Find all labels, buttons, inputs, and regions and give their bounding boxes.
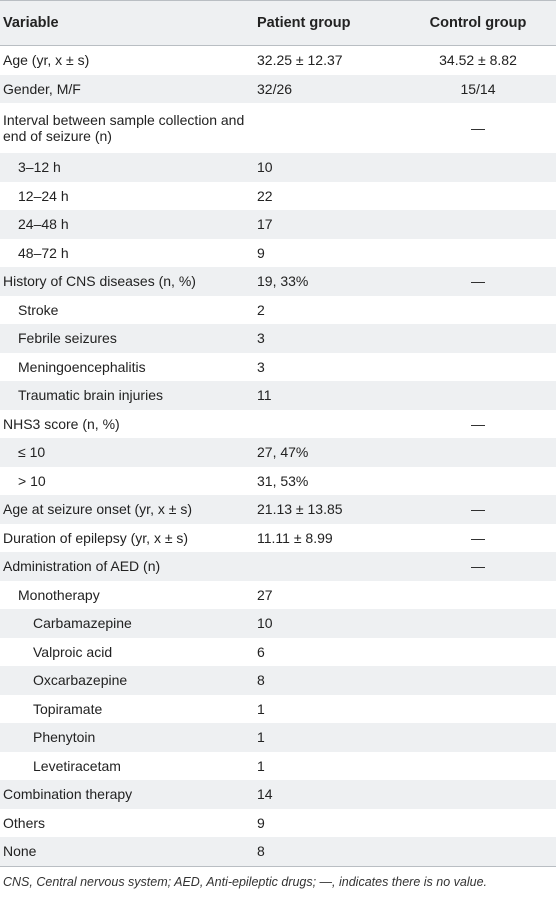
table-row	[0, 752, 556, 781]
cell-patient-group: 22	[257, 187, 273, 204]
cell-control-group: —	[471, 273, 485, 290]
header-variable: Variable	[3, 15, 59, 31]
cell-control-group: —	[471, 415, 485, 432]
table-row	[0, 666, 556, 695]
table-row	[0, 581, 556, 610]
table-row	[0, 837, 556, 866]
cell-variable: Duration of epilepsy (yr, x ± s)	[3, 529, 189, 546]
cell-variable: History of CNS diseases (n, %)	[3, 273, 196, 290]
table-row	[0, 153, 556, 182]
cell-variable: Interval between sample collection and end of seizure (n)	[3, 112, 245, 144]
cell-patient-group: 27	[257, 586, 273, 603]
cell-patient-group: 11	[257, 387, 272, 404]
cell-patient-group: 9	[257, 814, 265, 831]
cell-variable: Valproic acid	[33, 643, 113, 660]
table-row	[0, 809, 556, 838]
cell-control-group: —	[471, 558, 485, 575]
table-row	[0, 495, 556, 524]
table-row	[0, 723, 556, 752]
cell-patient-group: 19, 33%	[257, 273, 309, 290]
cell-variable: 3–12 h	[18, 159, 61, 176]
cell-variable: 24–48 h	[18, 216, 69, 233]
cell-patient-group: 14	[257, 786, 273, 803]
table-row	[0, 410, 556, 439]
table-row	[0, 103, 556, 153]
cell-variable: Stroke	[18, 301, 59, 318]
cell-patient-group: 32/26	[257, 80, 293, 97]
cell-patient-group: 21.13 ± 13.85	[257, 501, 343, 518]
cell-patient-group: 2	[257, 301, 265, 318]
table-body	[0, 46, 556, 866]
cell-variable: NHS3 score (n, %)	[3, 415, 120, 432]
cell-variable: Administration of AED (n)	[3, 558, 161, 575]
table-row	[0, 695, 556, 724]
table-row	[0, 210, 556, 239]
cell-patient-group: 1	[257, 729, 265, 746]
cell-variable: Age at seizure onset (yr, x ± s)	[3, 501, 192, 518]
cell-control-group: —	[471, 529, 485, 546]
cell-variable: 12–24 h	[18, 187, 69, 204]
cell-variable: None	[3, 843, 37, 860]
cell-variable: Meningoencephalitis	[18, 358, 146, 375]
cell-variable: Oxcarbazepine	[33, 672, 128, 689]
table-row	[0, 381, 556, 410]
cell-variable: Monotherapy	[18, 586, 100, 603]
table-row	[0, 267, 556, 296]
header-patient-group: Patient group	[257, 15, 351, 31]
cell-control-group: —	[471, 120, 485, 136]
cell-control-group: 15/14	[460, 80, 496, 97]
cell-patient-group: 3	[257, 330, 265, 347]
table-header	[0, 0, 556, 46]
table-row	[0, 353, 556, 382]
cell-variable: Traumatic brain injuries	[18, 387, 163, 404]
cell-patient-group: 8	[257, 843, 265, 860]
cell-variable: Phenytoin	[33, 729, 96, 746]
table-row	[0, 780, 556, 809]
header-control-group: Control group	[429, 15, 527, 31]
table-row	[0, 638, 556, 667]
cell-patient-group: 10	[257, 159, 273, 176]
table-row	[0, 609, 556, 638]
cell-patient-group: 3	[257, 358, 265, 375]
cell-variable: Others	[3, 814, 46, 831]
cell-patient-group: 1	[257, 757, 265, 774]
cell-variable: Levetiracetam	[33, 757, 121, 774]
cell-patient-group: 31, 53%	[257, 472, 309, 489]
cell-patient-group: 27, 47%	[257, 444, 309, 461]
table-row	[0, 438, 556, 467]
table-row	[0, 467, 556, 496]
cell-patient-group: 11.11 ± 8.99	[257, 529, 333, 546]
cell-variable: Age (yr, x ± s)	[3, 52, 90, 69]
table-row	[0, 524, 556, 553]
table-row	[0, 75, 556, 104]
cell-patient-group: 9	[257, 244, 265, 261]
cell-patient-group: 8	[257, 672, 265, 689]
cell-control-group: —	[471, 501, 485, 518]
cell-patient-group: 32.25 ± 12.37	[257, 52, 343, 69]
cell-patient-group: 17	[257, 216, 273, 233]
cell-patient-group: 6	[257, 643, 265, 660]
cell-patient-group: 10	[257, 615, 273, 632]
table-row	[0, 182, 556, 211]
cell-variable: 48–72 h	[18, 244, 69, 261]
table-row	[0, 296, 556, 325]
cell-variable: Topiramate	[33, 700, 103, 717]
table-row	[0, 552, 556, 581]
cell-variable: ≤ 10	[18, 444, 46, 461]
cell-variable: Combination therapy	[3, 786, 133, 803]
cell-variable: Febrile seizures	[18, 330, 117, 347]
cell-patient-group: 1	[257, 700, 265, 717]
cell-variable: > 10	[18, 472, 46, 489]
table-footnote: CNS, Central nervous system; AED, Anti-epileptic drugs; —, indicates there is no value.	[3, 874, 488, 889]
table-row	[0, 324, 556, 353]
cell-variable: Carbamazepine	[33, 615, 132, 632]
table-row	[0, 46, 556, 75]
cell-control-group: 34.52 ± 8.82	[439, 52, 517, 69]
cell-variable: Gender, M/F	[3, 80, 81, 97]
table-row	[0, 239, 556, 268]
